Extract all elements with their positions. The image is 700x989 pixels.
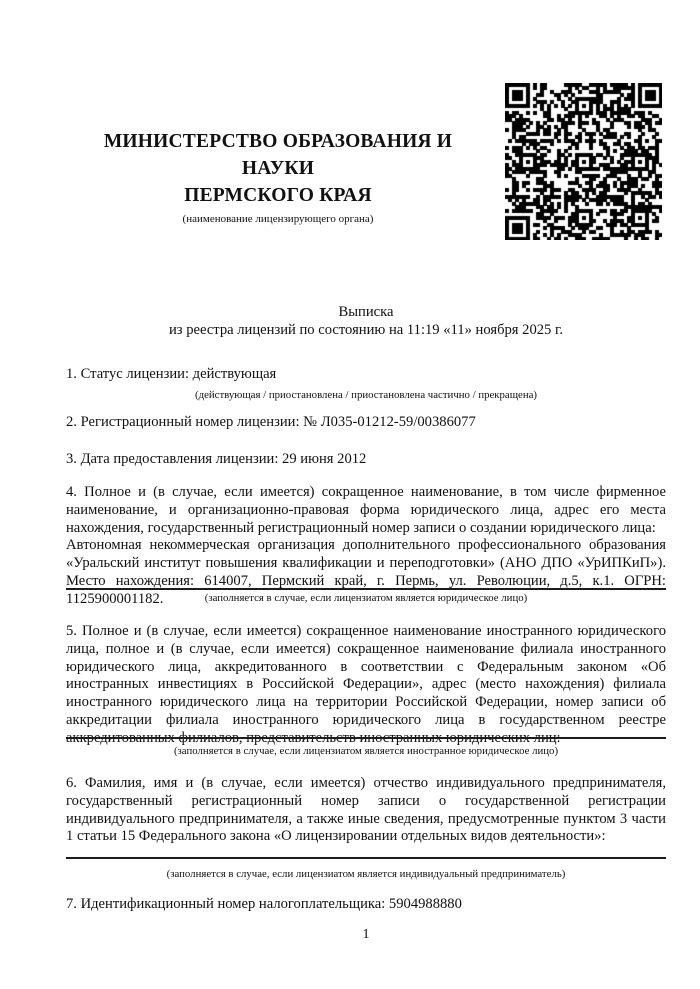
field-taxpayer-id: 7. Идентификационный номер налогоплательщика: 5904988880 [66, 896, 462, 912]
authority-name-line2: ПЕРМСКОГО КРАЯ [184, 185, 372, 206]
letterhead [66, 128, 490, 226]
document-title [66, 304, 666, 340]
field-foreign-entity-label: 5. Полное и (в случае, если имеется) сокращенное наименование иностранного юридического лица, полное и (в случае, если имеется) сокращенное наименование филиала иностранного юридического лица, аккредитованного в соответствии с Федеральным законом «Об иностранных инвестициях в Российской Федерации», адрес (место нахождения) филиала иностранного юридического лица на территории Российской Федерации, номер записи об аккредитации филиала иностранного юридического лица в государственном реестре аккредитованных филиалов, представительств иностранных юридических лиц: [66, 623, 666, 746]
document-title-line1: Выписка [338, 304, 394, 320]
authority-name-caption: (наименование лицензирующего органа) [182, 213, 374, 225]
field-registration-number: 2. Регистрационный номер лицензии: № Л035-01212-59/00386077 [66, 414, 476, 430]
field-license-grant-date: 3. Дата предоставления лицензии: 29 июня 2012 [66, 451, 367, 467]
field-foreign-entity-caption: (заполняется в случае, если лицензиатом является иностранное юридическое лицо) [173, 745, 559, 757]
qr-code [505, 83, 662, 240]
licensing-authority-name [66, 128, 490, 209]
authority-name-line1: МИНИСТЕРСТВО ОБРАЗОВАНИЯ И НАУКИ [103, 131, 453, 179]
fill-in-line [66, 857, 666, 859]
field-legal-entity-caption: (заполняется в случае, если лицензиатом является юридическое лицо) [204, 592, 528, 604]
field-individual-entrepreneur-label: 6. Фамилия, имя и (в случае, если имеется) отчество индивидуального предпринимателя, государственный регистрационный номер записи о государственной регистрации индивидуального предпринимателя, а также иные сведения, предусмотренные пунктом 3 части 1 статьи 15 Федерального закона «О лицензировании отдельных видов деятельности»: [66, 775, 666, 845]
field-individual-entrepreneur-caption: (заполняется в случае, если лицензиатом является индивидуальный предприниматель) [166, 868, 566, 880]
field-legal-entity-value: Автономная некоммерческая организация дополнительного профессионального образования «Уральский институт повышения квалификации и переподготовки» (АНО ДПО «УрИПКиП»). Место нахождения: 614007, Пермский край, г. Пермь, ул. Революции, д.5, к.1. ОГРН: 1125900001182. [66, 537, 666, 607]
page-number: 1 [362, 927, 370, 942]
field-legal-entity-label: 4. Полное и (в случае, если имеется) сокращенное наименование, в том числе фирменное наименование, и организационно-правовая форма юридического лица, адрес его места нахождения, государственный регистрационный номер записи о создании юридического лица: [66, 484, 666, 536]
field-license-status: 1. Статус лицензии: действующая [66, 366, 277, 382]
field-license-status-caption: (действующая / приостановлена / приостановлена частично / прекращена) [195, 389, 537, 401]
document-title-line2: из реестра лицензий по состоянию на 11:19 «11» ноября 2025 г. [168, 321, 563, 338]
fill-in-line [66, 588, 666, 590]
fill-in-line [66, 737, 666, 739]
